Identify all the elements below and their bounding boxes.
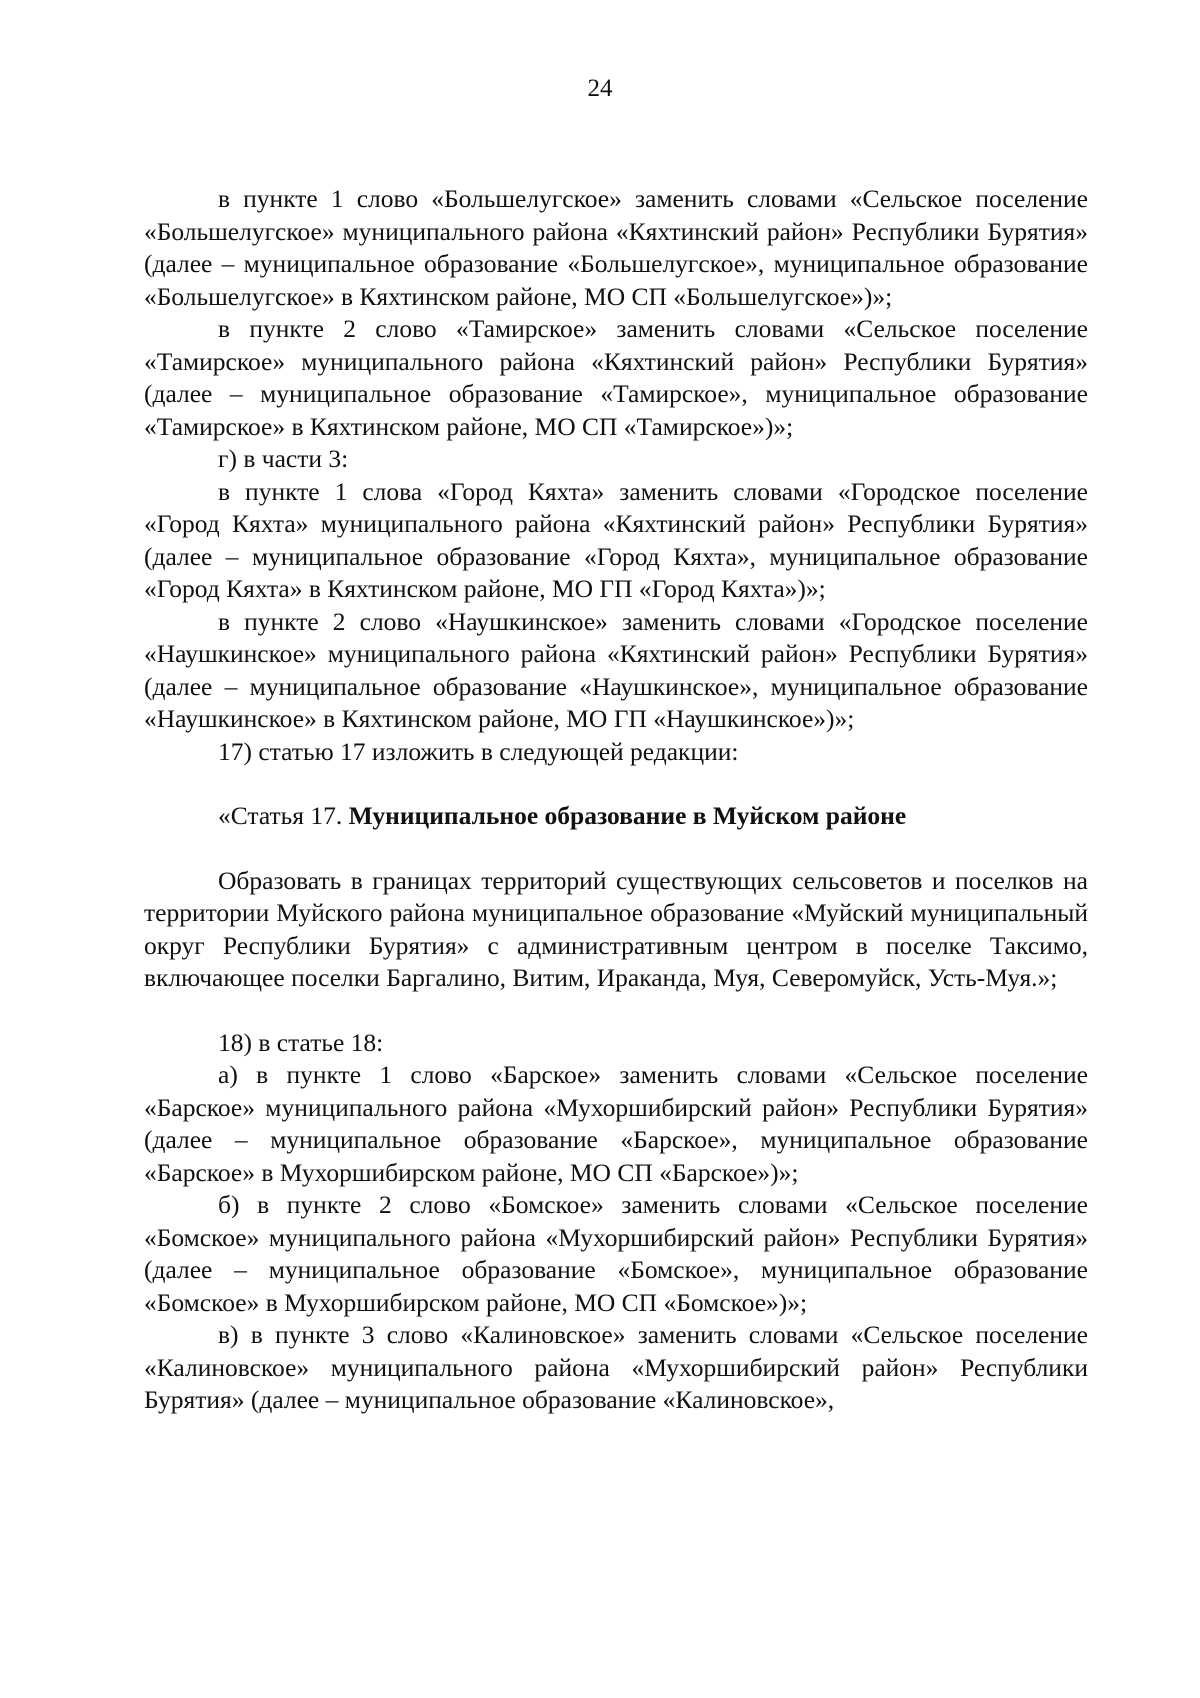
paragraph-muisky-okrug: Образовать в границах территорий существующих сельсоветов и поселков на территории Муйского района муниципальное образование «Муйский муниципальный округ Республики Бурятия» с административным центром в поселке Таксимо, включающее поселки Баргалино, Витим, Ираканда, Муя, Северомуйск, Усть-Муя.»; <box>144 865 1088 992</box>
article-17-number: «Статья 17. <box>218 801 349 830</box>
paragraph-article-18-heading: 18) в статье 18: <box>218 1027 384 1057</box>
paragraph-barskoe: а) в пункте 1 слово «Барское» заменить словами «Сельское поселение «Барское» муниципального района «Мухоршибирский район» Республики Бурятия» (далее – муниципальное образование «Барское», муниципальное образование «Барское» в Мухоршибирском районе, МО СП «Барское»)»; <box>144 1060 1088 1187</box>
spacer <box>144 995 1088 1027</box>
paragraph-article-17-intro: 17) статью 17 изложить в следующей редакции: <box>218 736 739 766</box>
paragraph-naushkinskoe: в пункте 2 слово «Наушкинское» заменить словами «Городское поселение «Наушкинское» муниципального района «Кяхтинский район» Республики Бурятия» (далее – муниципальное образование «Наушкинское», муниципальное образование «Наушкинское» в Кяхтинском районе, МО ГП «Наушкинское»)»; <box>144 606 1088 733</box>
paragraph-bomskoe: б) в пункте 2 слово «Бомское» заменить словами «Сельское поселение «Бомское» муниципального района «Мухоршибирский район» Республики Бурятия» (далее – муниципальное образование «Бомское», муниципальное образование «Бомское» в Мухоршибирском районе, МО СП «Бомское»)»; <box>144 1190 1088 1317</box>
spacer <box>144 833 1088 865</box>
article-17-title: Муниципальное образование в Муйском районе <box>348 801 907 830</box>
paragraph-bolshelugskoe: в пункте 1 слово «Большелугское» заменить словами «Сельское поселение «Большелугское» муниципального района «Кяхтинский район» Республики Бурятия» (далее – муниципальное образование «Большелугское», муниципальное образование «Большелугское» в Кяхтинском районе, МО СП «Большелугское»)»; <box>144 184 1088 311</box>
article-17-heading <box>144 800 1088 833</box>
paragraph-tamirskoe: в пункте 2 слово «Тамирское» заменить словами «Сельское поселение «Тамирское» муниципального района «Кяхтинский район» Республики Бурятия» (далее – муниципальное образование «Тамирское», муниципальное образование «Тамирское» в Кяхтинском районе, МО СП «Тамирское»)»; <box>144 314 1088 441</box>
paragraph-kalinovskoe: в) в пункте 3 слово «Калиновское» заменить словами «Сельское поселение «Калиновское» муниципального района «Мухоршибирский район» Республики Бурятия» (далее – муниципальное образование «Калиновское», <box>144 1320 1088 1414</box>
document-body <box>144 183 1088 1417</box>
spacer <box>144 768 1088 800</box>
paragraph-part-3-heading: г) в части 3: <box>218 444 349 473</box>
page-number: 24 <box>587 75 613 102</box>
paragraph-gorod-kyakhta: в пункте 1 слова «Город Кяхта» заменить словами «Городское поселение «Город Кяхта» муниципального района «Кяхтинский район» Республики Бурятия» (далее – муниципальное образование «Город Кяхта», муниципальное образование «Город Кяхта» в Кяхтинском районе, МО ГП «Город Кяхта»)»; <box>144 476 1088 603</box>
